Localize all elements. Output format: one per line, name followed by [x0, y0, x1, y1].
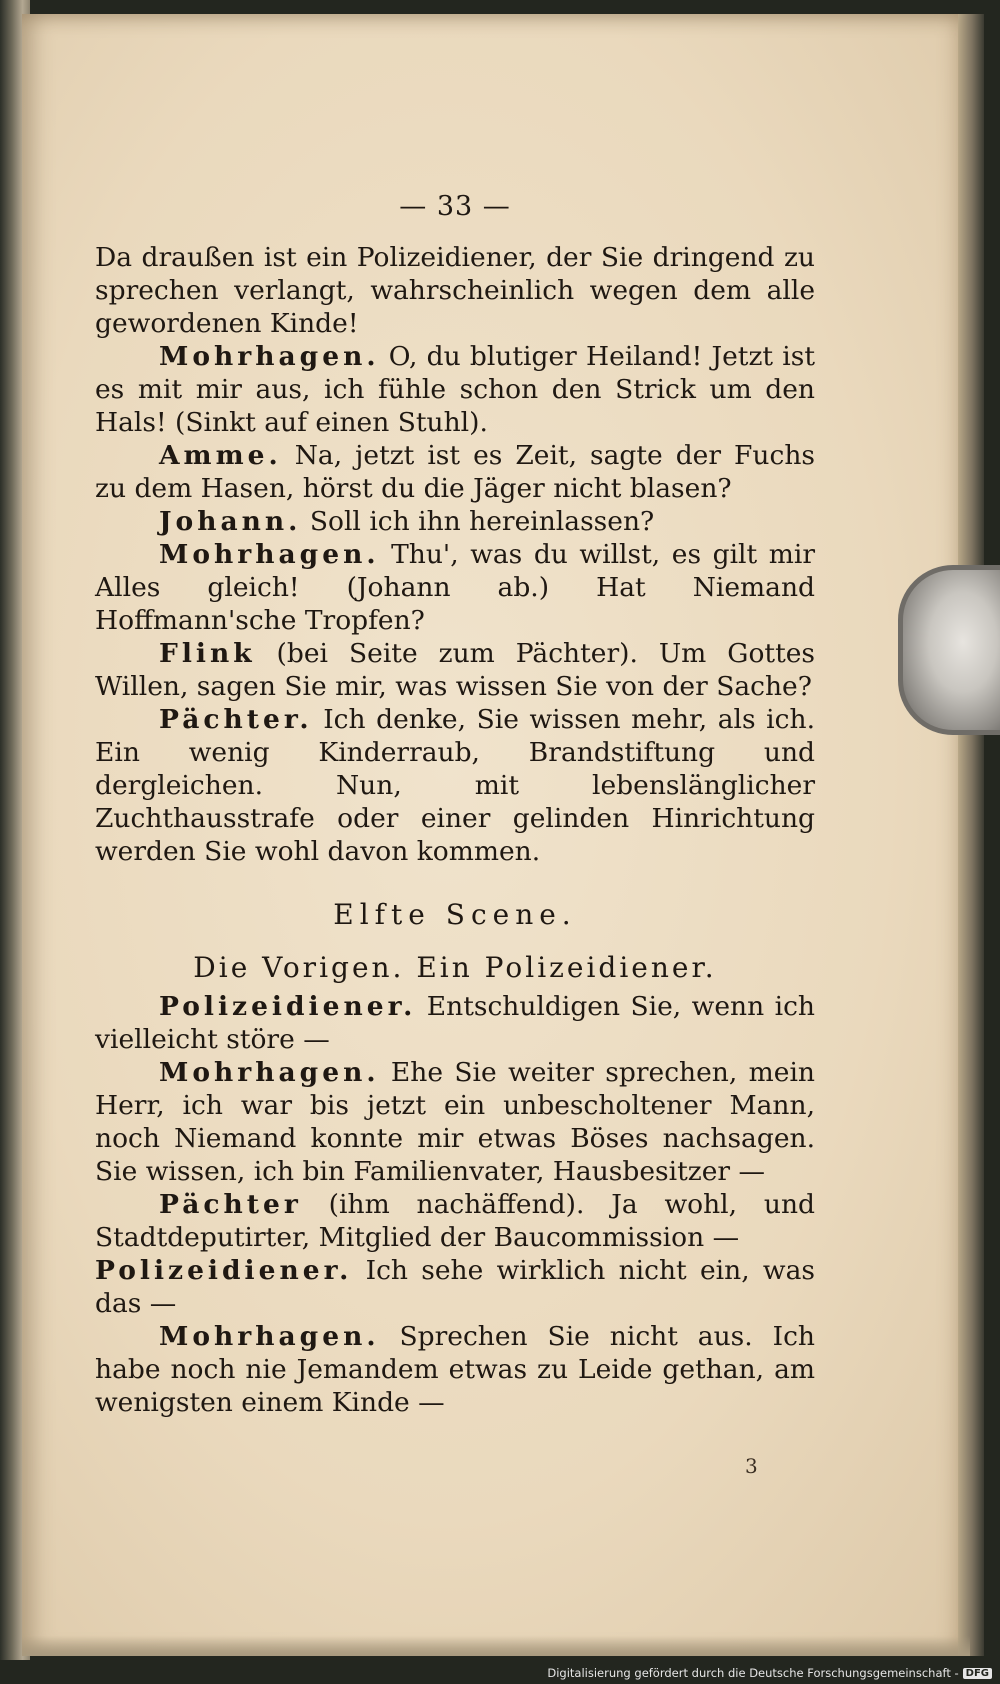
dialogue-paragraph: [95, 990, 815, 1056]
speech-text: (bei Seite zum Pächter). Um Gottes Willen, sagen Sie mir, was wissen Sie von der Sache?: [95, 638, 815, 702]
speech-text: O, du blutiger Heiland! Jetzt ist es mit mir aus, ich fühle schon den Strick um den Hals! (Sinkt auf einen Stuhl).: [95, 341, 815, 438]
speaker-name: Mohrhagen.: [159, 539, 380, 570]
page-right-edge: [958, 14, 984, 1656]
dfg-logo: DFG: [963, 1668, 992, 1679]
signature-mark: 3: [745, 1454, 758, 1478]
speaker-name: Polizeidiener.: [95, 1255, 353, 1286]
dialogue-paragraph: [95, 1320, 815, 1419]
speech-text: Ehe Sie weiter sprechen, mein Herr, ich war bis jetzt ein unbescholtener Mann, noch Niemand konnte mir etwas Böses nachsagen. Sie wissen, ich bin Familienvater, Hausbesitzer —: [95, 1057, 815, 1187]
digitization-credit: [547, 1666, 992, 1680]
speaker-name: Mohrhagen.: [159, 341, 380, 372]
page-bottom-edge: [22, 1636, 970, 1656]
speech-text: Soll ich ihn hereinlassen?: [301, 506, 655, 537]
dialogue-paragraph: [95, 637, 815, 703]
page-header: — 33 —: [399, 191, 511, 222]
dialogue-before-scene: [95, 241, 815, 868]
speech-text: Da draußen ist ein Polizeidiener, der Sie dringend zu sprechen verlangt, wahrscheinlich wegen dem alle gewordenen Kinde!: [95, 242, 815, 339]
dialogue-paragraph: [95, 538, 815, 637]
dialogue-after-scene: [95, 990, 815, 1419]
speaker-name: Mohrhagen.: [159, 1321, 380, 1352]
speaker-name: Pächter: [159, 1189, 302, 1220]
page-clip: [898, 565, 1000, 735]
dialogue-paragraph: [95, 340, 815, 439]
speech-text: Ich denke, Sie wissen mehr, als ich. Ein wenig Kinderraub, Brandstiftung und dergleichen. Nun, mit lebenslänglicher Zuchthausstrafe oder einer gelinden Hinrichtung werden Sie wohl davon kommen.: [95, 704, 815, 867]
dialogue-paragraph: [95, 703, 815, 868]
speech-text: Ich sehe wirklich nicht ein, was das —: [95, 1255, 815, 1319]
dialogue-paragraph: [95, 1188, 815, 1254]
speech-text: Entschuldigen Sie, wenn ich vielleicht störe —: [95, 991, 815, 1055]
credit-text: Digitalisierung gefördert durch die Deutsche Forschungsgemeinschaft -: [547, 1666, 959, 1680]
speaker-name: Mohrhagen.: [159, 1057, 380, 1088]
speech-text: Na, jetzt ist es Zeit, sagte der Fuchs zu dem Hasen, hörst du die Jäger nicht blasen?: [95, 440, 815, 504]
speech-text: (ihm nachäffend). Ja wohl, und Stadtdeputirter, Mitglied der Baucommission —: [95, 1189, 815, 1253]
dialogue-paragraph: [95, 439, 815, 505]
dialogue-paragraph: [95, 1254, 815, 1320]
speaker-name: Johann.: [159, 506, 302, 537]
page-text: [95, 190, 815, 1419]
speaker-name: Flink: [159, 638, 256, 669]
speech-text: Sprechen Sie nicht aus. Ich habe noch nie Jemandem etwas zu Leide gethan, am wenigsten einem Kinde —: [95, 1321, 815, 1418]
dialogue-paragraph: [95, 241, 815, 340]
speech-text: Thu', was du willst, es gilt mir Alles gleich! (Johann ab.) Hat Niemand Hoffmann'sche Tropfen?: [95, 539, 815, 636]
speaker-name: Amme.: [159, 440, 282, 471]
dialogue-paragraph: [95, 505, 815, 538]
speaker-name: Pächter.: [159, 704, 313, 735]
dialogue-paragraph: [95, 1056, 815, 1188]
speaker-name: Polizeidiener.: [159, 991, 417, 1022]
scene-title: Elfte Scene.: [333, 898, 577, 931]
scene-cast: Die Vorigen. Ein Polizeidiener.: [193, 951, 717, 984]
